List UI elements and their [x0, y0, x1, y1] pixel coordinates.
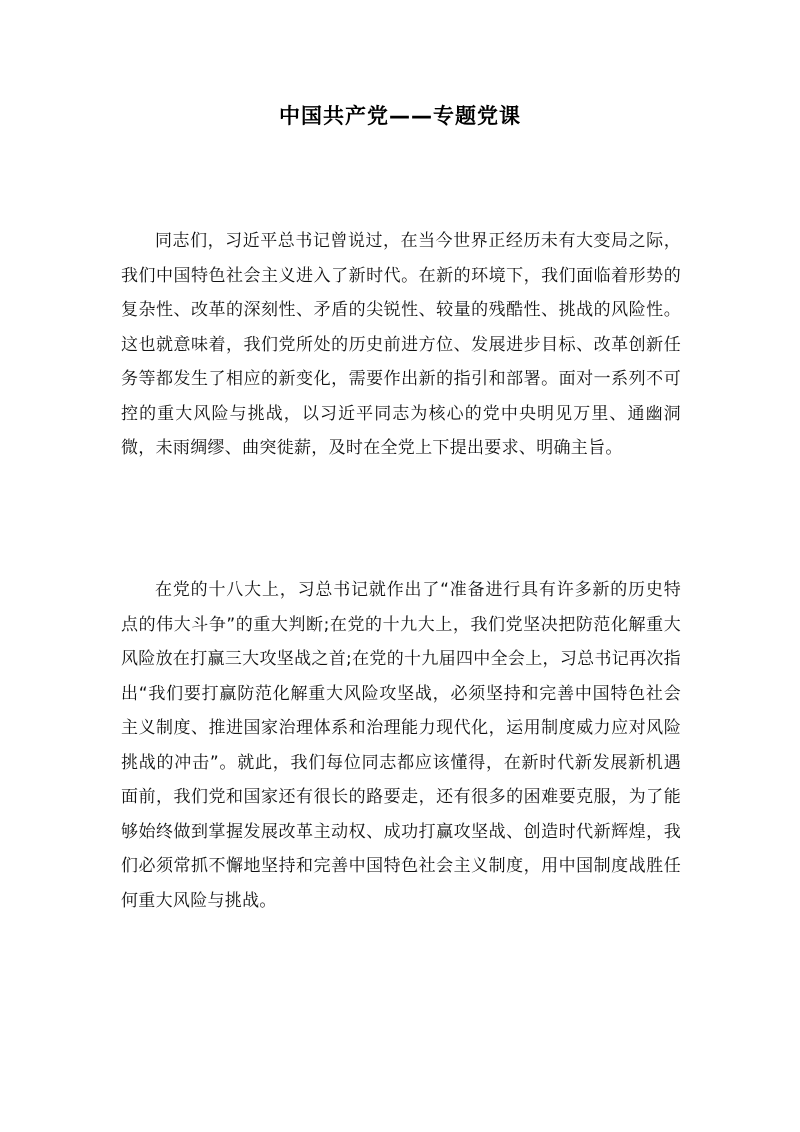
paragraph-1: 同志们，习近平总书记曾说过，在当今世界正经历未有大变局之际，我们中国特色社会主义进入了新时代。在新的环境下，我们面临着形势的复杂性、改革的深刻性、矛盾的尖锐性、较量的残酷性、挑战的风险性。这也就意味着，我们党所处的历史前进方位、发展进步目标、改革创新任务等都发生了相应的新变化，需要作出新的指引和部署。面对一系列不可控的重大风险与挑战，以习近平同志为核心的党中央明见万里、通幽洞微，未雨绸缪、曲突徙薪，及时在全党上下提出要求、明确主旨。 — [121, 231, 681, 458]
paragraph-2: 在党的十八大上，习总书记就作出了“准备进行具有许多新的历史特点的伟大斗争”的重大判断;在党的十九大上，我们党坚决把防范化解重大风险放在打赢三大攻坚战之首;在党的十九届四中全会上，习总书记再次指出“我们要打赢防范化解重大风险攻坚战，必须坚持和完善中国特色社会主义制度、推进国家治理体系和治理能力现代化，运用制度威力应对风险挑战的冲击”。就此，我们每位同志都应该懂得，在新时代新发展新机遇面前，我们党和国家还有很长的路要走，还有很多的困难要克服，为了能够始终做到掌握发展改革主动权、成功打赢攻坚战、创造时代新辉煌，我们必须常抓不懈地坚持和完善中国特色社会主义制度，用中国制度战胜任何重大风险与挑战。 — [121, 580, 681, 911]
document-title: 中国共产党——专题党课 — [279, 104, 521, 128]
